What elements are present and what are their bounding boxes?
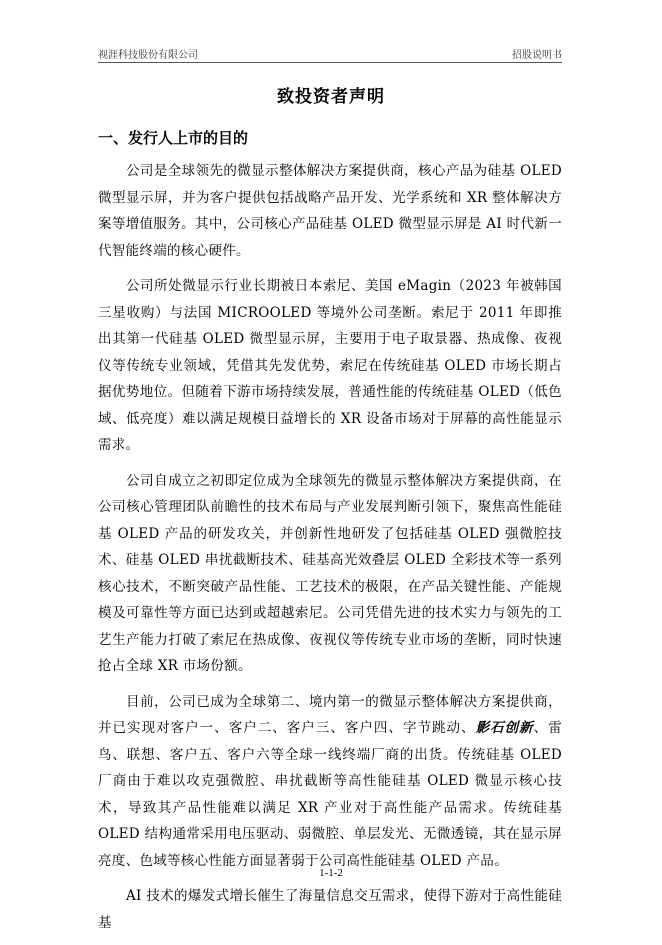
paragraph-4 (98, 689, 562, 875)
paragraph-3: 公司自成立之初即定位成为全球领先的微显示整体解决方案提供商，在公司核心管理团队前瞻性的技术布局与产业发展判断引领下，聚焦高性能硅基 OLED 产品的研发攻关，并创新性地研发了包括硅基 OLED 强微腔技术、硅基 OLED 串扰截断技术、硅基高光效叠层 OLED 全彩技术等一系列核心技术，不断突破产品性能、工艺技术的极限，在产品关键性能、产能规模及可靠性等方面已达到或超越索尼。公司凭借先进的技术实力与领先的工艺生产能力打破了索尼在热成像、夜视仪等传统专业市场的垄断，同时快速抢占全球 XR 市场份额。 (98, 472, 562, 674)
page-title: 致投资者声明 (277, 87, 385, 107)
header-company-name: 视涯科技股份有限公司 (98, 50, 198, 61)
paragraph-1: 公司是全球领先的微显示整体解决方案提供商，核心产品为硅基 OLED 微型显示屏，并为客户提供包括战略产品开发、光学系统和 XR 整体解决方案等增值服务。其中，公司核心产品硅基 OLED 微型显示屏是 AI 时代新一代智能终端的核心硬件。 (98, 163, 562, 259)
paragraph-2: 公司所处微显示行业长期被日本索尼、美国 eMagin（2023 年被韩国三星收购）与法国 MICROOLED 等境外公司垄断。索尼于 2011 年即推出其第一代硅基 OLED 微型显示屏，主要用于电子取景器、热成像、夜视仪等传统专业领域，凭借其先发优势，索尼在传统硅基 OLED 市场长期占据优势地位。但随着下游市场持续发展，普通性能的传统硅基 OLED（低色域、低亮度）难以满足规模日益增长的 XR 设备市场对于屏幕的高性能显示需求。 (98, 278, 562, 453)
paragraph-4-text-end: 、雷鸟、联想、客户五、客户六等全球一线终端厂商的出货。传统硅基 OLED 厂商由于难以攻克强微腔、串扰截断等高性能硅基 OLED 微显示核心技术，导致其产品性能难以满足 XR 产业对于高性能产品需求。传统硅基 OLED 结构通常采用电压驱动、弱微腔、单层发光、无微透镜，其在显示屏亮度、色域等核心性能方面显著弱于公司高性能硅基 OLED 产品。 (98, 720, 562, 869)
paragraph-4-text-start: 目前，公司已成为全球第二、境内第一的微显示整体解决方案提供商，并已实现对客户一、客户二、客户三、客户四、字节跳动、 (98, 693, 562, 736)
page-number: 1-1-2 (319, 867, 343, 879)
section-heading: 一、发行人上市的目的 (98, 129, 249, 147)
page-header (98, 46, 562, 63)
header-document-type: 招股说明书 (512, 50, 562, 61)
document-body (98, 158, 562, 945)
paragraph-5: AI 技术的爆发式增长催生了海量信息交互需求，使得下游对于高性能硅基 (98, 888, 562, 931)
bold-company-name: 影石创新 (475, 720, 534, 736)
